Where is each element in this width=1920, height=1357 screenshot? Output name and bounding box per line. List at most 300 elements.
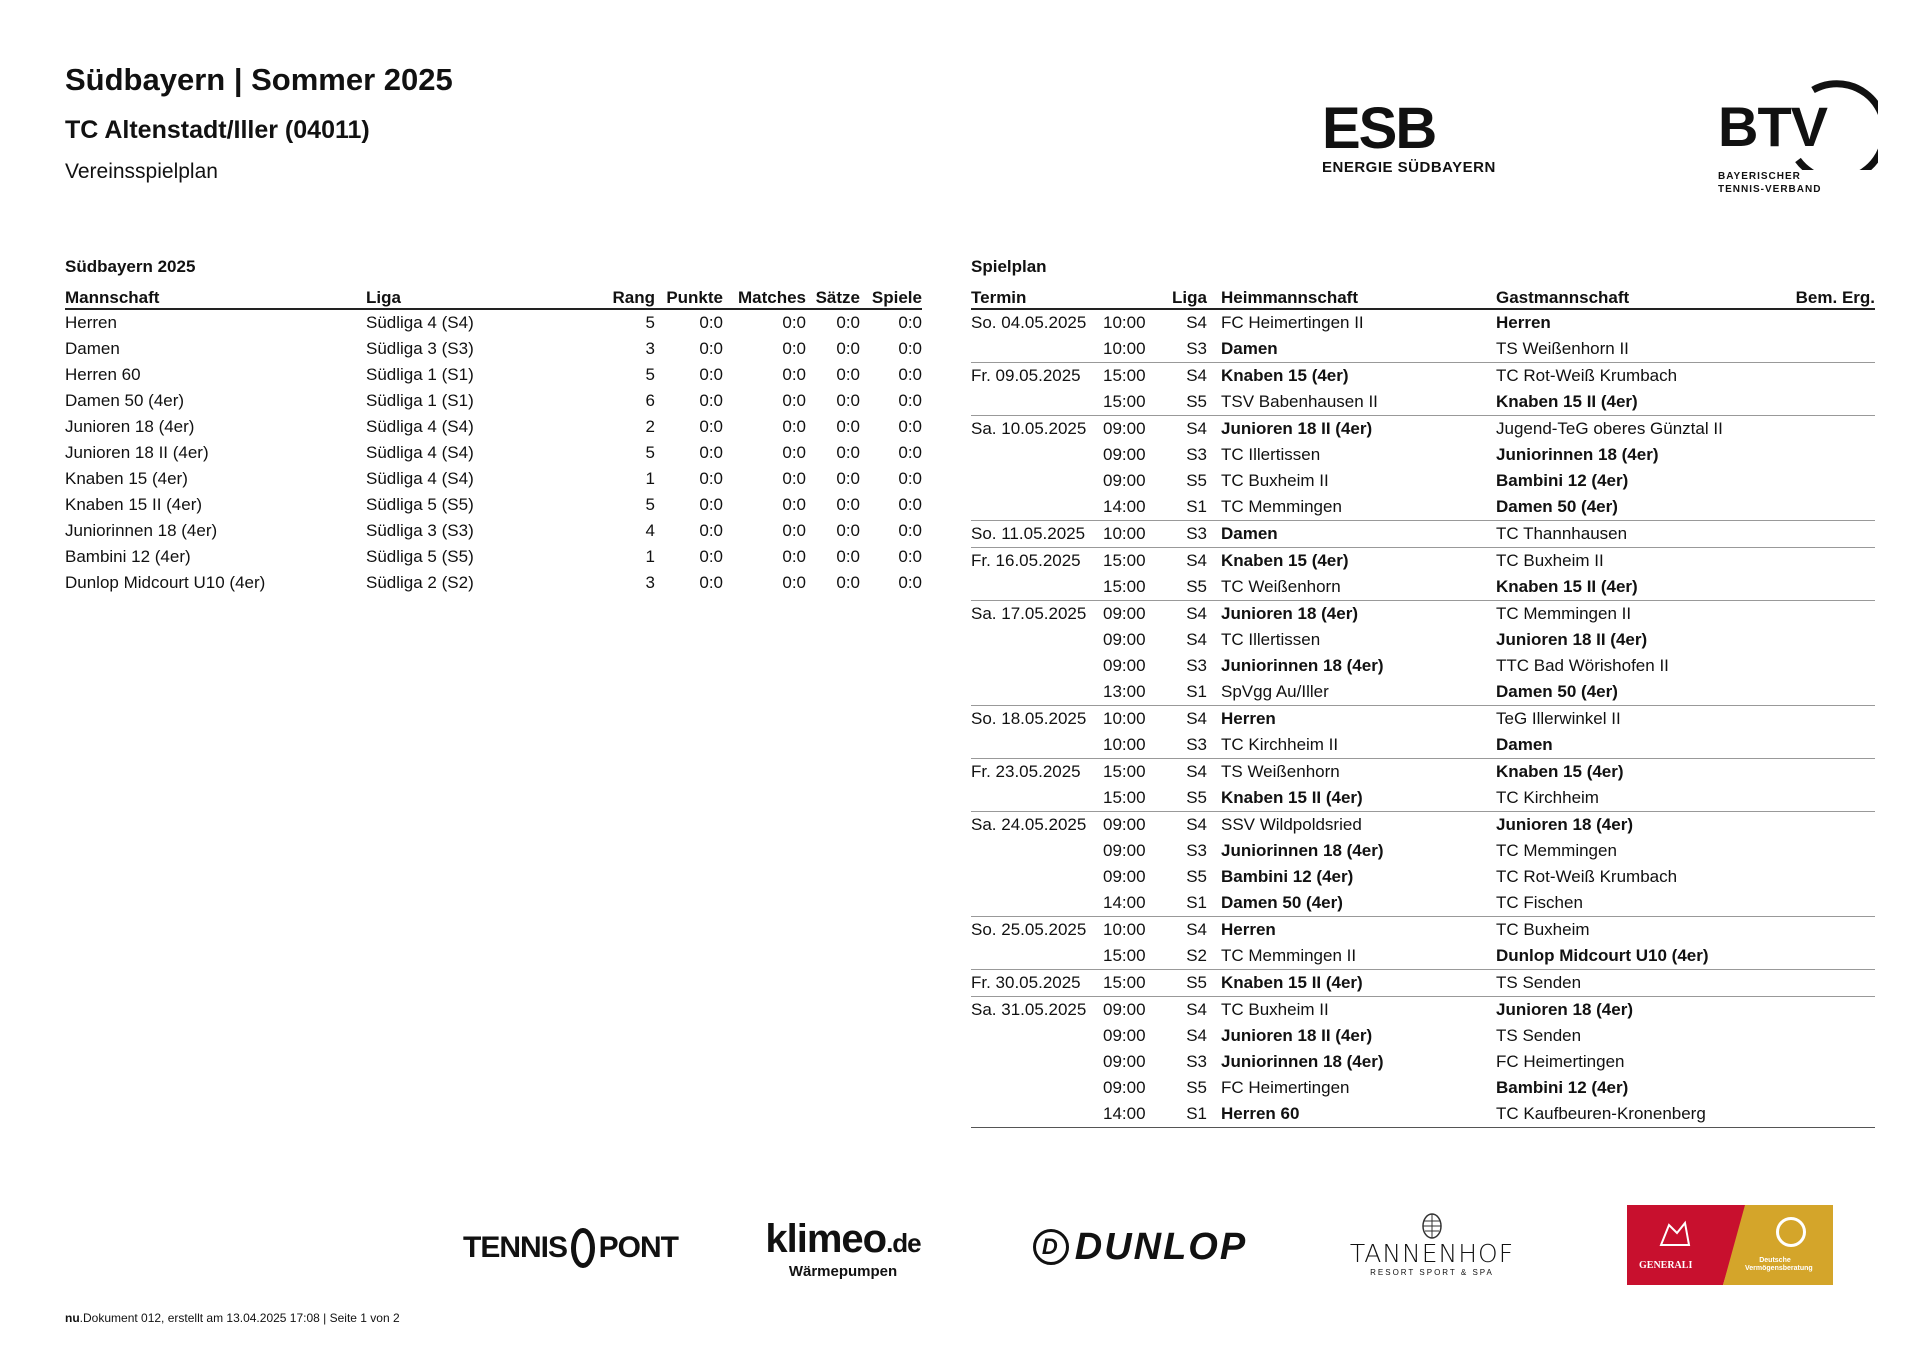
match-cell-guest: Jugend-TeG oberes Günztal II bbox=[1496, 416, 1775, 443]
match-cell-remarks bbox=[1775, 679, 1875, 706]
footer-text: .Dokument 012, erstellt am 13.04.2025 17:08 | Seite 1 von 2 bbox=[79, 1311, 400, 1325]
col-bem-erg bbox=[1775, 284, 1875, 309]
match-cell-time: 09:00 bbox=[1103, 867, 1146, 886]
esb-logo-word: ESB bbox=[1322, 96, 1436, 161]
team-cell-spiele: 0:0 bbox=[898, 417, 922, 436]
col-spiele: Spiele bbox=[860, 284, 922, 309]
team-cell-liga: Südliga 4 (S4) bbox=[366, 469, 474, 488]
match-cell-guest: Knaben 15 II (4er) bbox=[1496, 392, 1638, 411]
team-cell-spiele: 0:0 bbox=[898, 573, 922, 592]
match-row bbox=[971, 679, 1875, 706]
team-cell-punkte: 0:0 bbox=[699, 339, 723, 358]
team-row bbox=[65, 492, 922, 518]
match-cell-time: 10:00 bbox=[1103, 706, 1163, 733]
team-cell-rang: 5 bbox=[645, 313, 655, 332]
match-row bbox=[971, 442, 1875, 468]
match-row bbox=[971, 785, 1875, 812]
match-cell-guest: TC Memmingen II bbox=[1496, 601, 1775, 628]
match-row bbox=[971, 468, 1875, 494]
match-cell-home: TC Memmingen bbox=[1221, 497, 1342, 516]
match-row bbox=[971, 997, 1875, 1024]
team-row bbox=[65, 518, 922, 544]
match-cell-remarks bbox=[1775, 309, 1875, 336]
team-row bbox=[65, 309, 922, 336]
match-cell-guest: TS Senden bbox=[1496, 1026, 1582, 1045]
match-cell-home: Junioren 18 II (4er) bbox=[1207, 416, 1496, 443]
match-row bbox=[971, 970, 1875, 997]
match-cell-remarks bbox=[1775, 494, 1875, 521]
team-cell-saetze: 0:0 bbox=[836, 521, 860, 540]
match-cell-liga: S4 bbox=[1163, 917, 1207, 944]
tennis-point-word1: TENNIS bbox=[463, 1231, 568, 1264]
match-row bbox=[971, 627, 1875, 653]
match-cell-remarks bbox=[1775, 442, 1875, 468]
match-cell-liga: S5 bbox=[1186, 867, 1207, 886]
team-row bbox=[65, 414, 922, 440]
match-row bbox=[971, 653, 1875, 679]
team-cell-matches: 0:0 bbox=[782, 495, 806, 514]
col-liga: Liga bbox=[1163, 284, 1207, 309]
tannenhof-word: TANNENHOF bbox=[1349, 1239, 1515, 1268]
team-cell-liga: Südliga 4 (S4) bbox=[366, 443, 474, 462]
dvag-word bbox=[1745, 1257, 1813, 1273]
col-liga: Liga bbox=[366, 284, 581, 309]
match-cell-date: Fr. 09.05.2025 bbox=[971, 363, 1103, 390]
match-cell-time: 10:00 bbox=[1103, 313, 1146, 332]
match-cell-time: 10:00 bbox=[1103, 735, 1146, 754]
match-row bbox=[971, 574, 1875, 601]
match-cell-time: 13:00 bbox=[1103, 682, 1146, 701]
tannenhof-subtitle: RESORT SPORT & SPA bbox=[1370, 1268, 1494, 1277]
team-cell-rang: 3 bbox=[645, 573, 655, 592]
match-cell-date bbox=[971, 1049, 1103, 1075]
dvag-word2: Vermögensberatung bbox=[1745, 1265, 1813, 1272]
match-cell-guest: Junioren 18 (4er) bbox=[1496, 997, 1775, 1024]
teams-table bbox=[65, 284, 922, 596]
match-row bbox=[971, 601, 1875, 628]
team-cell-saetze: 0:0 bbox=[836, 469, 860, 488]
match-cell-date bbox=[971, 864, 1103, 890]
match-cell-date: So. 11.05.2025 bbox=[971, 521, 1103, 548]
match-cell-guest: Damen bbox=[1496, 735, 1553, 754]
tennis-point-word2b: NT bbox=[640, 1231, 678, 1264]
match-cell-remarks bbox=[1775, 1101, 1875, 1128]
klimeo-word bbox=[765, 1216, 921, 1263]
match-cell-time: 10:00 bbox=[1103, 339, 1146, 358]
match-cell-liga: S1 bbox=[1186, 497, 1207, 516]
schedule-table bbox=[971, 284, 1875, 1128]
match-cell-time: 14:00 bbox=[1103, 893, 1146, 912]
match-cell-remarks bbox=[1775, 917, 1875, 944]
match-cell-home: TC Kirchheim II bbox=[1221, 735, 1339, 754]
btv-logo-word: BTV bbox=[1718, 95, 1827, 158]
team-cell-team: Knaben 15 (4er) bbox=[65, 469, 188, 488]
match-cell-remarks bbox=[1775, 416, 1875, 443]
match-cell-date bbox=[971, 389, 1103, 416]
team-cell-team: Damen 50 (4er) bbox=[65, 391, 185, 410]
match-cell-remarks bbox=[1775, 812, 1875, 839]
match-cell-guest: Bambini 12 (4er) bbox=[1496, 471, 1629, 490]
match-cell-remarks bbox=[1775, 943, 1875, 970]
match-cell-guest: Junioren 18 II (4er) bbox=[1496, 630, 1648, 649]
document-type: Vereinsspielplan bbox=[65, 160, 218, 183]
match-cell-time: 10:00 bbox=[1103, 521, 1163, 548]
team-cell-spiele: 0:0 bbox=[898, 365, 922, 384]
match-cell-remarks bbox=[1775, 838, 1875, 864]
team-cell-matches: 0:0 bbox=[782, 547, 806, 566]
match-cell-liga: S5 bbox=[1163, 970, 1207, 997]
match-cell-guest: TTC Bad Wörishofen II bbox=[1496, 656, 1669, 675]
match-cell-date bbox=[971, 785, 1103, 812]
team-cell-team: Junioren 18 II (4er) bbox=[65, 443, 209, 462]
match-cell-date: So. 25.05.2025 bbox=[971, 917, 1103, 944]
match-cell-home: Juniorinnen 18 (4er) bbox=[1221, 656, 1384, 675]
team-cell-team: Junioren 18 (4er) bbox=[65, 417, 195, 436]
match-row bbox=[971, 1101, 1875, 1128]
match-cell-remarks bbox=[1775, 706, 1875, 733]
match-cell-remarks bbox=[1775, 336, 1875, 363]
match-cell-time: 09:00 bbox=[1103, 630, 1146, 649]
match-cell-remarks bbox=[1775, 732, 1875, 759]
match-cell-liga: S1 bbox=[1186, 893, 1207, 912]
match-cell-liga: S4 bbox=[1186, 1026, 1207, 1045]
team-row bbox=[65, 388, 922, 414]
match-cell-liga: S4 bbox=[1186, 313, 1207, 332]
match-cell-date bbox=[971, 890, 1103, 917]
match-cell-liga: S4 bbox=[1163, 812, 1207, 839]
match-cell-remarks bbox=[1775, 1075, 1875, 1101]
team-cell-matches: 0:0 bbox=[782, 573, 806, 592]
match-cell-home: TS Weißenhorn bbox=[1207, 759, 1496, 786]
team-cell-team: Dunlop Midcourt U10 (4er) bbox=[65, 573, 266, 592]
club-name: TC Altenstadt/Iller (04011) bbox=[65, 116, 370, 144]
match-cell-date bbox=[971, 943, 1103, 970]
col-time bbox=[1103, 284, 1163, 309]
match-cell-home: Junioren 18 (4er) bbox=[1207, 601, 1496, 628]
match-cell-guest: Damen 50 (4er) bbox=[1496, 682, 1618, 701]
match-cell-liga: S5 bbox=[1186, 1078, 1207, 1097]
team-cell-liga: Südliga 2 (S2) bbox=[366, 573, 474, 592]
match-cell-time: 15:00 bbox=[1103, 788, 1146, 807]
match-row bbox=[971, 732, 1875, 759]
team-cell-spiele: 0:0 bbox=[898, 495, 922, 514]
match-cell-guest: Knaben 15 II (4er) bbox=[1496, 577, 1638, 596]
match-row bbox=[971, 389, 1875, 416]
team-cell-liga: Südliga 4 (S4) bbox=[366, 417, 474, 436]
team-cell-saetze: 0:0 bbox=[836, 313, 860, 332]
team-cell-punkte: 0:0 bbox=[699, 521, 723, 540]
match-row bbox=[971, 521, 1875, 548]
match-cell-time: 15:00 bbox=[1103, 392, 1146, 411]
match-cell-guest: TC Rot-Weiß Krumbach bbox=[1496, 867, 1678, 886]
match-cell-time: 09:00 bbox=[1103, 471, 1146, 490]
match-cell-time: 09:00 bbox=[1103, 445, 1146, 464]
match-cell-date: Fr. 30.05.2025 bbox=[971, 970, 1103, 997]
dunlop-mark-icon: D bbox=[1033, 1229, 1069, 1265]
team-cell-liga: Südliga 5 (S5) bbox=[366, 547, 474, 566]
tennis-point-logo bbox=[463, 1218, 678, 1278]
match-cell-liga: S4 bbox=[1163, 997, 1207, 1024]
match-row bbox=[971, 416, 1875, 443]
match-cell-liga: S3 bbox=[1186, 339, 1207, 358]
team-cell-rang: 5 bbox=[645, 495, 655, 514]
match-row bbox=[971, 917, 1875, 944]
team-cell-liga: Südliga 1 (S1) bbox=[366, 365, 474, 384]
match-cell-home: Knaben 15 II (4er) bbox=[1207, 970, 1496, 997]
match-cell-guest: TC Memmingen bbox=[1496, 841, 1617, 860]
match-cell-guest: TC Kirchheim bbox=[1496, 788, 1599, 807]
match-cell-liga: S2 bbox=[1186, 946, 1207, 965]
match-cell-time: 09:00 bbox=[1103, 997, 1163, 1024]
match-cell-liga: S1 bbox=[1186, 682, 1207, 701]
match-cell-home: Juniorinnen 18 (4er) bbox=[1221, 841, 1384, 860]
match-cell-liga: S5 bbox=[1186, 392, 1207, 411]
schedule-section-title bbox=[971, 257, 1047, 277]
footer bbox=[65, 1311, 400, 1325]
teams-header-row bbox=[65, 284, 922, 309]
team-cell-spiele: 0:0 bbox=[898, 339, 922, 358]
match-cell-time: 10:00 bbox=[1103, 917, 1163, 944]
match-cell-remarks bbox=[1775, 653, 1875, 679]
match-cell-guest: Bambini 12 (4er) bbox=[1496, 1078, 1629, 1097]
col-mannschaft: Mannschaft bbox=[65, 284, 366, 309]
esb-logo-subtitle: ENERGIE SÜDBAYERN bbox=[1322, 159, 1496, 176]
match-cell-date bbox=[971, 442, 1103, 468]
match-row bbox=[971, 548, 1875, 575]
match-cell-home: Juniorinnen 18 (4er) bbox=[1221, 1052, 1384, 1071]
match-cell-liga: S3 bbox=[1186, 841, 1207, 860]
dunlop-word: DUNLOP bbox=[1074, 1225, 1248, 1268]
col-rang: Rang bbox=[581, 284, 655, 309]
team-cell-saetze: 0:0 bbox=[836, 573, 860, 592]
schedule-body bbox=[971, 309, 1875, 1128]
match-cell-time: 09:00 bbox=[1103, 812, 1163, 839]
team-cell-punkte: 0:0 bbox=[699, 417, 723, 436]
match-cell-guest: Herren bbox=[1496, 313, 1551, 332]
match-cell-date: Sa. 17.05.2025 bbox=[971, 601, 1103, 628]
team-cell-liga: Südliga 3 (S3) bbox=[366, 339, 474, 358]
match-cell-remarks bbox=[1775, 970, 1875, 997]
teams-body bbox=[65, 309, 922, 596]
match-cell-remarks bbox=[1775, 548, 1875, 575]
teams-section-title-text: Südbayern 2025 bbox=[65, 257, 196, 276]
match-cell-home: Herren 60 bbox=[1207, 1101, 1496, 1128]
team-cell-saetze: 0:0 bbox=[836, 391, 860, 410]
match-cell-time: 09:00 bbox=[1103, 1052, 1146, 1071]
match-cell-time: 09:00 bbox=[1103, 601, 1163, 628]
match-cell-date bbox=[971, 627, 1103, 653]
match-cell-guest: Knaben 15 (4er) bbox=[1496, 759, 1775, 786]
match-row bbox=[971, 1023, 1875, 1049]
dvag-v-icon bbox=[1776, 1217, 1806, 1247]
tannenhof-logo bbox=[1349, 1198, 1515, 1288]
match-cell-remarks bbox=[1775, 574, 1875, 601]
match-cell-time: 15:00 bbox=[1103, 759, 1163, 786]
match-cell-liga: S4 bbox=[1163, 706, 1207, 733]
team-cell-rang: 5 bbox=[645, 365, 655, 384]
team-cell-team: Juniorinnen 18 (4er) bbox=[65, 521, 218, 540]
team-cell-matches: 0:0 bbox=[782, 313, 806, 332]
col-bem: Bem. bbox=[1795, 288, 1838, 307]
match-cell-time: 15:00 bbox=[1103, 577, 1146, 596]
match-cell-liga: S4 bbox=[1163, 363, 1207, 390]
match-cell-liga: S4 bbox=[1163, 548, 1207, 575]
match-cell-remarks bbox=[1775, 759, 1875, 786]
team-row bbox=[65, 544, 922, 570]
match-row bbox=[971, 812, 1875, 839]
team-cell-saetze: 0:0 bbox=[836, 417, 860, 436]
match-row bbox=[971, 838, 1875, 864]
match-cell-home: Knaben 15 (4er) bbox=[1207, 548, 1496, 575]
match-cell-remarks bbox=[1775, 389, 1875, 416]
team-cell-punkte: 0:0 bbox=[699, 495, 723, 514]
match-cell-remarks bbox=[1775, 785, 1875, 812]
team-cell-rang: 1 bbox=[645, 547, 655, 566]
match-cell-liga: S1 bbox=[1163, 1101, 1207, 1128]
match-cell-home: Damen 50 (4er) bbox=[1221, 893, 1343, 912]
team-cell-matches: 0:0 bbox=[782, 443, 806, 462]
team-cell-saetze: 0:0 bbox=[836, 547, 860, 566]
tennis-ball-icon bbox=[571, 1228, 595, 1268]
match-cell-home: TC Buxheim II bbox=[1207, 997, 1496, 1024]
match-cell-guest: FC Heimertingen bbox=[1496, 1052, 1625, 1071]
match-cell-guest: TC Thannhausen bbox=[1496, 521, 1775, 548]
btv-sub-line2: TENNIS-VERBAND bbox=[1718, 184, 1822, 195]
generali-word: GENERALI bbox=[1639, 1260, 1693, 1271]
match-cell-liga: S4 bbox=[1186, 630, 1207, 649]
match-cell-remarks bbox=[1775, 997, 1875, 1024]
team-cell-saetze: 0:0 bbox=[836, 495, 860, 514]
pinecone-icon bbox=[1419, 1209, 1445, 1239]
team-cell-matches: 0:0 bbox=[782, 417, 806, 436]
match-cell-date bbox=[971, 653, 1103, 679]
team-cell-rang: 5 bbox=[645, 443, 655, 462]
match-cell-remarks bbox=[1775, 1049, 1875, 1075]
col-heim: Heimmannschaft bbox=[1207, 284, 1496, 309]
match-cell-home: Junioren 18 II (4er) bbox=[1221, 1026, 1373, 1045]
team-cell-punkte: 0:0 bbox=[699, 573, 723, 592]
team-cell-matches: 0:0 bbox=[782, 339, 806, 358]
match-row bbox=[971, 864, 1875, 890]
team-cell-matches: 0:0 bbox=[782, 469, 806, 488]
match-cell-home: Damen bbox=[1221, 339, 1278, 358]
match-row bbox=[971, 494, 1875, 521]
team-cell-spiele: 0:0 bbox=[898, 391, 922, 410]
match-cell-remarks bbox=[1775, 601, 1875, 628]
col-erg: Erg. bbox=[1841, 288, 1875, 307]
match-cell-guest: Juniorinnen 18 (4er) bbox=[1496, 445, 1659, 464]
match-cell-home: Knaben 15 II (4er) bbox=[1221, 788, 1363, 807]
match-cell-remarks bbox=[1775, 864, 1875, 890]
match-cell-home: TC Weißenhorn bbox=[1221, 577, 1341, 596]
match-cell-guest: TC Buxheim II bbox=[1496, 548, 1775, 575]
team-cell-matches: 0:0 bbox=[782, 391, 806, 410]
schedule-header-row bbox=[971, 284, 1875, 309]
esb-logo bbox=[1322, 96, 1512, 176]
team-cell-punkte: 0:0 bbox=[699, 469, 723, 488]
match-cell-liga: S3 bbox=[1163, 521, 1207, 548]
teams-section-title bbox=[65, 257, 195, 277]
team-row bbox=[65, 466, 922, 492]
generali-dvag-logo bbox=[1627, 1205, 1833, 1285]
match-row bbox=[971, 336, 1875, 363]
match-cell-time: 14:00 bbox=[1103, 497, 1146, 516]
btv-logo-subtitle bbox=[1718, 170, 1821, 196]
team-row bbox=[65, 336, 922, 362]
match-cell-guest: Damen 50 (4er) bbox=[1496, 497, 1618, 516]
col-saetze: Sätze bbox=[806, 284, 860, 309]
match-row bbox=[971, 1049, 1875, 1075]
match-cell-home: Herren bbox=[1207, 706, 1496, 733]
match-cell-date bbox=[971, 838, 1103, 864]
match-cell-time: 14:00 bbox=[1103, 1101, 1163, 1128]
match-cell-home: TSV Babenhausen II bbox=[1221, 392, 1378, 411]
match-cell-date: Fr. 16.05.2025 bbox=[971, 548, 1103, 575]
match-cell-home: FC Heimertingen bbox=[1221, 1078, 1350, 1097]
team-cell-punkte: 0:0 bbox=[699, 547, 723, 566]
match-cell-remarks bbox=[1775, 468, 1875, 494]
match-cell-home: TC Illertissen bbox=[1221, 630, 1321, 649]
match-cell-guest: Dunlop Midcourt U10 (4er) bbox=[1496, 946, 1709, 965]
match-cell-remarks bbox=[1775, 363, 1875, 390]
match-cell-date bbox=[971, 494, 1103, 521]
team-cell-spiele: 0:0 bbox=[898, 443, 922, 462]
match-cell-date: Fr. 23.05.2025 bbox=[971, 759, 1103, 786]
match-cell-liga: S3 bbox=[1186, 1052, 1207, 1071]
team-cell-punkte: 0:0 bbox=[699, 365, 723, 384]
match-cell-date: So. 04.05.2025 bbox=[971, 313, 1087, 332]
match-row bbox=[971, 706, 1875, 733]
match-cell-guest: TC Rot-Weiß Krumbach bbox=[1496, 363, 1775, 390]
team-cell-team: Herren bbox=[65, 313, 117, 332]
team-cell-rang: 4 bbox=[645, 521, 655, 540]
klimeo-tld: .de bbox=[886, 1227, 921, 1258]
klimeo-name: klimeo bbox=[765, 1216, 887, 1261]
col-gast: Gastmannschaft bbox=[1496, 284, 1775, 309]
match-cell-date: So. 18.05.2025 bbox=[971, 706, 1103, 733]
match-cell-home: Herren bbox=[1207, 917, 1496, 944]
col-termin: Termin bbox=[971, 284, 1103, 309]
match-cell-date bbox=[971, 468, 1103, 494]
team-cell-liga: Südliga 4 (S4) bbox=[366, 313, 474, 332]
match-row bbox=[971, 309, 1875, 336]
btv-sub-line1: BAYERISCHER bbox=[1718, 171, 1801, 182]
match-cell-date bbox=[971, 679, 1103, 706]
match-cell-time: 15:00 bbox=[1103, 970, 1163, 997]
team-cell-matches: 0:0 bbox=[782, 365, 806, 384]
team-cell-matches: 0:0 bbox=[782, 521, 806, 540]
match-row bbox=[971, 943, 1875, 970]
team-cell-team: Knaben 15 II (4er) bbox=[65, 495, 203, 514]
schedule-section-title-text: Spielplan bbox=[971, 257, 1047, 276]
page-title: Südbayern | Sommer 2025 bbox=[65, 62, 453, 97]
team-cell-saetze: 0:0 bbox=[836, 443, 860, 462]
match-cell-liga: S5 bbox=[1186, 577, 1207, 596]
team-cell-rang: 3 bbox=[645, 339, 655, 358]
btv-logo bbox=[1718, 70, 1878, 200]
match-row bbox=[971, 759, 1875, 786]
team-cell-liga: Südliga 5 (S5) bbox=[366, 495, 474, 514]
dunlop-logo bbox=[1000, 1222, 1280, 1272]
generali-lion-icon bbox=[1655, 1215, 1695, 1255]
match-cell-home: SSV Wildpoldsried bbox=[1207, 812, 1496, 839]
match-cell-time: 09:00 bbox=[1103, 1078, 1146, 1097]
team-cell-saetze: 0:0 bbox=[836, 365, 860, 384]
dvag-word1: Deutsche bbox=[1759, 1257, 1791, 1264]
match-cell-home: TC Illertissen bbox=[1221, 445, 1321, 464]
match-cell-date bbox=[971, 1075, 1103, 1101]
team-cell-punkte: 0:0 bbox=[699, 443, 723, 462]
